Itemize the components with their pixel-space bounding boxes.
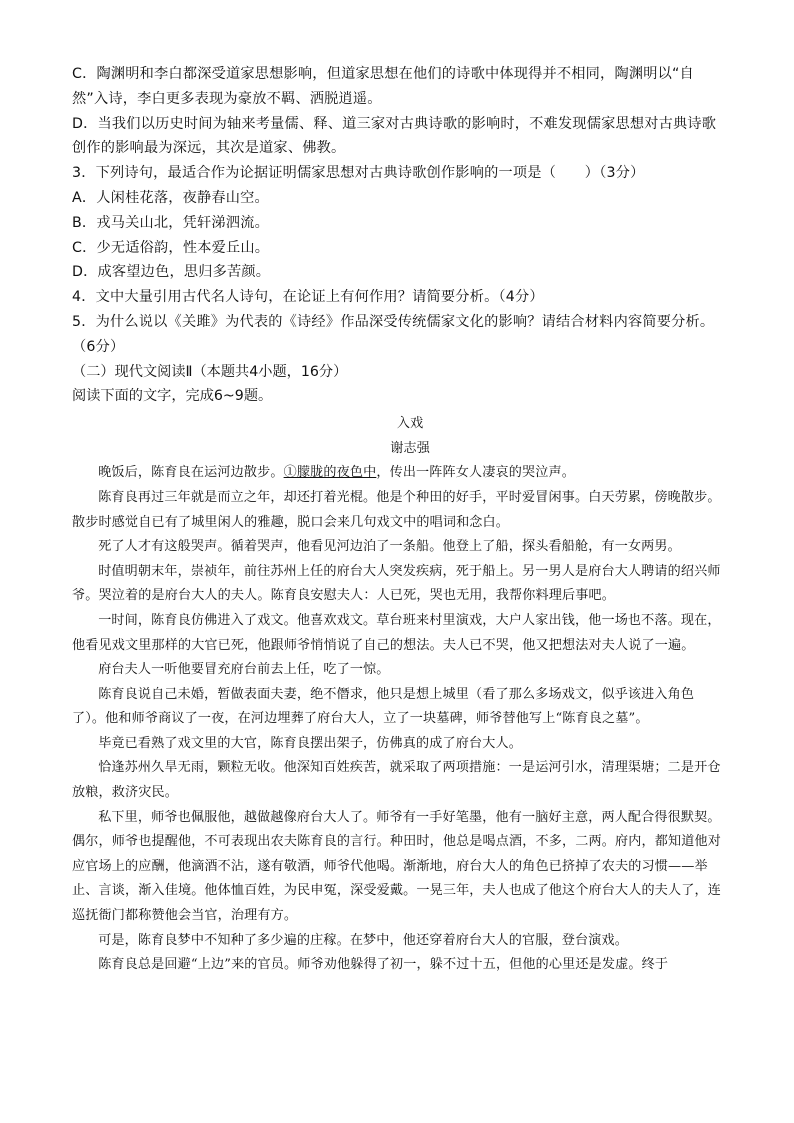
question-3-option-b: B．戎马关山北，凭轩涕泗流。 bbox=[72, 214, 269, 231]
question-4: 4．文中大量引用古代名人诗句，在论证上有何作用？请简要分析。（4分） bbox=[72, 289, 544, 306]
option-c-text: C．陶渊明和李白都深受道家思想影响，但道家思想在他们的诗歌中体现得并不相同，陶渊明以“自然”入诗，李白更多表现为豪放不羁、洒脱逍遥。 bbox=[72, 66, 694, 107]
story-paragraph: 私下里，师爷也佩服他，越做越像府台大人了。师爷有一手好笔墨，他有一脑好主意，两人配合得很默契。偶尔，师爷也提醒他，不可表现出农夫陈育良的言行。种田时，他总是喝点酒，不多，二两。府内，都知道他对应官场上的应酬，他滴酒不沾，遂有敬酒，师爷代他喝。渐渐地，府台大人的角色已挤掉了农夫的习惯——举止、言谈，渐入佳境。他体恤百姓，为民申冤，深受爱戴。一晃三年，夫人也成了他这个府台大人的夫人了，连巡抚衙门都称赞他会当官，治理有方。 bbox=[72, 809, 721, 924]
paragraph-text: 晚饭后，陈育良在运河边散步。 bbox=[98, 465, 284, 481]
story-paragraph bbox=[72, 461, 722, 486]
question-3-option-d: D．成客望边色，思归多苦颜。 bbox=[72, 264, 271, 281]
story-paragraph: 毕竟已看熟了戏文里的大官，陈育良摆出架子，仿佛真的成了府台大人。 bbox=[98, 735, 522, 751]
question-3-option-a: A．人闲桂花落，夜静春山空。 bbox=[72, 189, 269, 206]
story-paragraph: 陈育良总是回避“上边”来的官员。师爷劝他躲得了初一，躲不过十五，但他的心里还是发虚。终于 bbox=[98, 957, 669, 973]
question-3: 3．下列诗句，最适合作为论据证明儒家思想对古典诗歌创作影响的一项是（ ）（3分） bbox=[72, 165, 645, 182]
option-d-text: D．当我们以历史时间为轴来考量儒、释、道三家对古典诗歌的影响时，不难发现儒家思想对古典诗歌创作的影响最为深远，其次是道家、佛教。 bbox=[72, 115, 717, 157]
underlined-phrase: ①朦胧的夜色中 bbox=[283, 465, 377, 481]
paragraph-text: ，传出一阵阵女人凄哀的哭泣声。 bbox=[376, 465, 575, 481]
questions-block bbox=[72, 62, 722, 360]
story-paragraph: 府台夫人一听他要冒充府台前去上任，吃了一惊。 bbox=[98, 662, 390, 678]
story-paragraph: 陈育良说自己未婚，暂做表面夫妻，绝不僭求，他只是想上城里（看了那么多场戏文，似乎该进入角色了）。他和师爷商议了一夜，在河边埋葬了府台大人，立了一块墓碑，师爷替他写上“陈育良之墓”。 bbox=[72, 686, 695, 727]
story-paragraph: 时值明朝末年，崇祯年，前往苏州上任的府台大人突发疾病，死于船上。另一男人是府台大人聘请的绍兴师爷。哭泣着的是府台大人的夫人。陈育良安慰夫人：人已死，哭也无用，我帮你料理后事吧。 bbox=[72, 563, 721, 604]
section-heading: （二）现代文阅读Ⅱ（本题共4小题，16分） bbox=[72, 363, 348, 380]
story-paragraph: 可是，陈育良梦中不知种了多少遍的庄稼。在梦中，他还穿着府台大人的官服，登台演戏。 bbox=[98, 932, 628, 948]
story-author: 谢志强 bbox=[390, 440, 430, 456]
story-block bbox=[72, 412, 722, 978]
question-5: 5．为什么说以《关雎》为代表的《诗经》作品深受传统儒家文化的影响？请结合材料内容简要分析。（6分） bbox=[72, 313, 715, 355]
section-instruction: 阅读下面的文字，完成6~9题。 bbox=[72, 388, 273, 405]
story-paragraph: 一时间，陈育良仿佛进入了戏文。他喜欢戏文。草台班来村里演戏，大户人家出钱，他一场也不落。现在，他看见戏文里那样的大官已死，他跟师爷悄悄说了自己的想法。夫人已不哭，他又把想法对夫人说了一遍。 bbox=[72, 612, 721, 653]
story-title: 入戏 bbox=[396, 416, 424, 432]
question-3-option-c: C．少无适俗韵，性本爱丘山。 bbox=[72, 239, 270, 256]
story-paragraph: 陈育良再过三年就是而立之年，却还打着光棍。他是个种田的好手，平时爱冒闲事。白天劳累，傍晚散步。散步时感觉自已有了城里闲人的雅趣，脱口会来几句戏文中的唱词和念白。 bbox=[72, 489, 721, 530]
story-paragraph: 死了人才有这般哭声。循着哭声，他看见河边泊了一条船。他登上了船，探头看船舱，有一女两男。 bbox=[98, 539, 681, 555]
story-paragraph: 恰逢苏州久旱无雨，颗粒无收。他深知百姓疾苦，就采取了两项措施：一是运河引水，清理渠塘；二是开仓放粮，救济灾民。 bbox=[72, 760, 721, 801]
